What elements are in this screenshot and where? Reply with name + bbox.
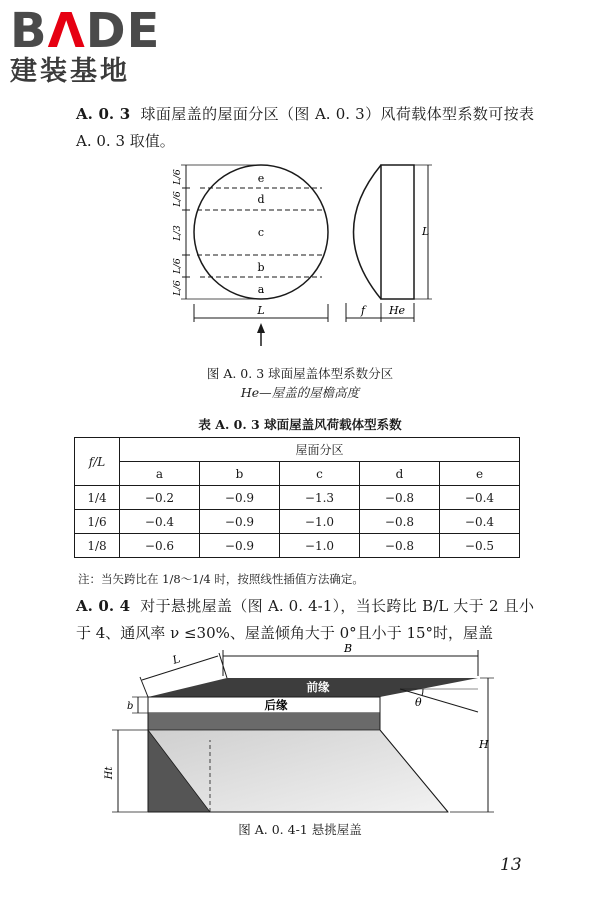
table-cell: −0.4 — [440, 486, 520, 510]
section-a03-text: 球面屋盖的屋面分区（图 A. 0. 3）风荷载体型系数可按表 A. 0. 3 取值。 — [76, 105, 535, 150]
zone-label-c: c — [257, 226, 265, 239]
table-a03-title: 表 A. 0. 3 球面屋盖风荷载体型系数 — [198, 417, 402, 432]
table-cell: −0.4 — [440, 510, 520, 534]
side-label-4: L/6 — [172, 258, 183, 274]
rear-edge-label: 后缘 — [264, 698, 288, 712]
label-l: L — [170, 652, 182, 667]
column-header: b — [200, 462, 280, 486]
figure-a041-caption: 图 A. 0. 4-1 悬挑屋盖 — [238, 822, 362, 837]
label-h: H — [479, 738, 489, 751]
side-label-1: L/6 — [172, 169, 183, 185]
row-label: 1/4 — [75, 486, 120, 510]
table-cell: −0.5 — [440, 534, 520, 558]
table-a03-note: 注：当矢跨比在 1/8～1/4 时，按照线性插值方法确定。 — [78, 572, 364, 586]
logo-subtitle: 建装基地 — [10, 56, 130, 87]
table-cell: −0.2 — [120, 486, 200, 510]
side-label-5: L/6 — [172, 280, 183, 296]
column-header: d — [360, 462, 440, 486]
theta-angle — [400, 689, 478, 712]
table-cell: −0.9 — [200, 534, 280, 558]
label-theta: θ — [415, 696, 422, 709]
zone-label-e: e — [257, 172, 265, 185]
side-label-3: L/3 — [172, 225, 183, 241]
column-header: c — [280, 462, 360, 486]
table-cell: −1.3 — [280, 486, 360, 510]
figure-a03-caption: 图 A. 0. 3 球面屋盖体型系数分区 — [206, 366, 394, 381]
width-label: L — [257, 304, 265, 317]
row-header-cell: f/L — [75, 438, 120, 486]
section-a04-text: 对于悬挑屋盖（图 A. 0. 4-1），当长跨比 B/L 大于 2 且小于 4、通风率 ν ≤30%、屋盖倾角大于 0°且小于 15°时，屋盖 — [76, 597, 534, 642]
table-cell: −0.9 — [200, 510, 280, 534]
row-label: 1/8 — [75, 534, 120, 558]
zone-label-a: a — [257, 283, 265, 296]
table-cell: −1.0 — [280, 510, 360, 534]
front-edge-label: 前缘 — [306, 680, 330, 694]
side-label-2: L/6 — [172, 191, 183, 207]
label-ht: Ht — [104, 766, 115, 780]
table-cell: −0.6 — [120, 534, 200, 558]
label-big-b: B — [343, 642, 353, 655]
figure-a03-subcaption: He—屋盖的屋檐高度 — [240, 385, 360, 400]
height-label: L — [422, 225, 430, 238]
zone-label-d: d — [257, 193, 265, 206]
section-a04-number: A. 0. 4 — [76, 597, 131, 615]
eave-label: He — [388, 304, 406, 317]
row-label: 1/6 — [75, 510, 120, 534]
group-header-cell: 屋面分区 — [120, 438, 520, 462]
table-cell: −0.4 — [120, 510, 200, 534]
section-a03-number: A. 0. 3 — [76, 105, 131, 123]
table-cell: −0.8 — [360, 510, 440, 534]
page-number: 13 — [500, 855, 522, 875]
roof-underside-band — [148, 713, 380, 730]
logo-letter-b: B — [10, 3, 48, 59]
label-small-b: b — [127, 701, 134, 712]
table-cell: −0.8 — [360, 534, 440, 558]
dimension-left-verticals — [112, 697, 148, 812]
zone-label-b: b — [257, 261, 265, 274]
table-cell: −1.0 — [280, 534, 360, 558]
logo-letter-de: DE — [85, 3, 161, 59]
table-cell: −0.9 — [200, 486, 280, 510]
logo-letter-a: Λ — [47, 3, 86, 59]
sag-label: f — [360, 304, 366, 317]
column-header: e — [440, 462, 520, 486]
column-header: a — [120, 462, 200, 486]
table-cell: −0.8 — [360, 486, 440, 510]
